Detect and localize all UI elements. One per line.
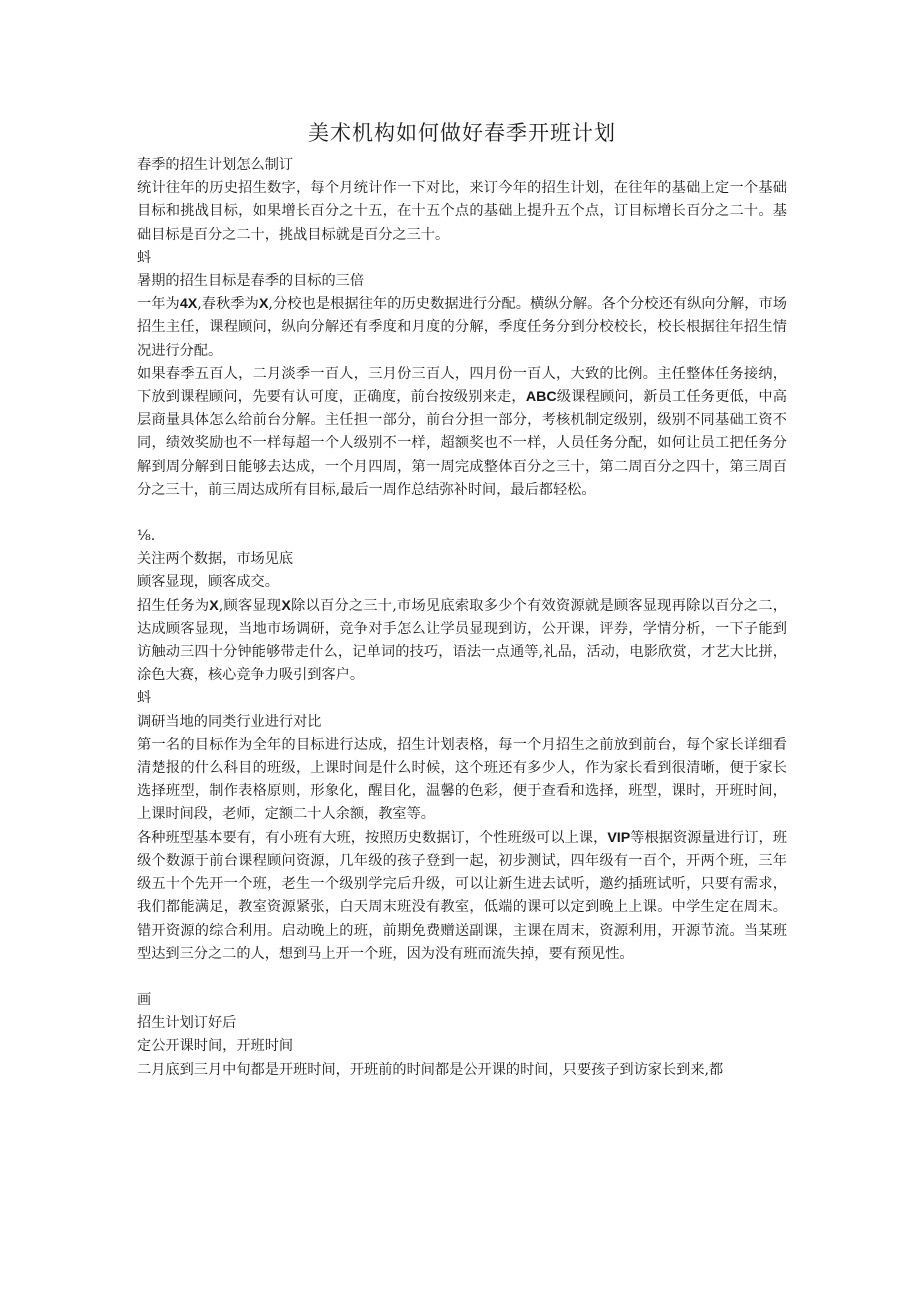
paragraph: 蚪 (137, 690, 152, 707)
paragraph: 关注两个数据，市场见底 (137, 551, 294, 568)
paragraph: 蚪 (137, 249, 152, 266)
paragraph: 招生计划订好后 (137, 1015, 237, 1032)
paragraph: ⅛. (137, 528, 156, 545)
paragraph: 招生任务为X,顾客显现X除以百分之三十,市场见底索取多少个有效资源就是顾客显现再除以百分之二，达成顾客显现，当地市场调研，竞争对手怎么让学员显现到访，公开课，评券，学情分析，一下子能到访触动三四十分钟能够带走什么，记单词的技巧，语法一点通等,礼品，活动，电影欣赏，才艺大比拼，涂色大赛，核心竞争力吸引到客户。 (137, 597, 787, 684)
document-body (137, 154, 787, 1082)
document-title: 美术机构如何做好春季开班计划 (308, 121, 616, 145)
paragraph: 顾客显现，顾客成交。 (137, 574, 279, 591)
paragraph: 如果春季五百人，二月淡季一百人，三月份三百人，四月份一百人，大致的比例。主任整体任务接纳，下放到课程顾问，先要有认可度，正确度，前台按级别来走，ABC级课程顾问，新员工任务更低，中高层商量具体怎么给前台分解。主任担一部分，前台分担一部分，考核机制定级别，级别不同基础工资不同，绩效奖励也不一样每超一个人级别不一样，超额奖也不一样，人员任务分配，如何让员工把任务分解到周分解到日能够去达成，一个月四周，第一周完成整体百分之三十，第二周百分之四十，第三周百分之三十，前三周达成所有目标,最后一周作总结弥补时间，最后都轻松。 (137, 365, 787, 498)
paragraph: 第一名的目标作为全年的目标进行达成，招生计划表格，每一个月招生之前放到前台，每个家长详细看清楚报的什么科目的班级，上课时间是什么时候，这个班还有多少人，作为家长看到很清晰，便于家长选择班型，制作表格原则，形象化，醒目化，温馨的色彩，便于查看和选择，班型，课时，开班时间，上课时间段，老师，定额二十人余额，教室等。 (137, 736, 787, 823)
paragraph: 二月底到三月中旬都是开班时间，开班前的时间都是公开课的时间，只要孩子到访家长到来,都 (137, 1061, 724, 1078)
paragraph-gap (137, 502, 787, 525)
paragraph: 统计往年的历史招生数字，每个月统计作一下对比，来订今年的招生计划，在往年的基础上定一个基础目标和挑战目标，如果增长百分之十五，在十五个点的基础上提升五个点，订目标增长百分之二十。基础目标是百分之二十，挑战目标就是百分之三十。 (137, 180, 787, 243)
paragraph-gap (137, 966, 787, 989)
paragraph: 暑期的招生目标是春季的目标的三倍 (137, 273, 365, 290)
paragraph: 画 (137, 991, 152, 1008)
paragraph: 一年为4X,春秋季为X,分校也是根据往年的历史数据进行分配。横纵分解。各个分校还有纵向分解，市场招生主任，课程顾问，纵向分解还有季度和月度的分解，季度任务分到分校校长，校长根据往年招生情况进行分配。 (137, 296, 787, 359)
paragraph: 调研当地的同类行业进行对比 (137, 713, 322, 730)
paragraph: 各种班型基本要有，有小班有大班，按照历史数据订，个性班级可以上课，VIP等根据资源量进行订，班级个数源于前台课程顾问资源，几年级的孩子登到一起，初步测试，四年级有一百个，开两个班，三年级五十个先开一个班，老生一个级别学完后升级，可以让新生进去试听，邀约插班试听，只要有需求，我们都能满足，教室资源紧张，白天周末班没有教室，低端的课可以定到晚上上课。中学生定在周末。错开资源的综合利用。启动晚上的班，前期免费赠送副课，主课在周末，资源利用，开源节流。当某班型达到三分之二的人，想到马上开一个班，因为没有班而流失掉，要有预见性。 (137, 829, 787, 962)
paragraph: 定公开课时间，开班时间 (137, 1038, 294, 1055)
document-page (137, 118, 787, 1082)
paragraph: 春季的招生计划怎么制订 (137, 157, 294, 173)
